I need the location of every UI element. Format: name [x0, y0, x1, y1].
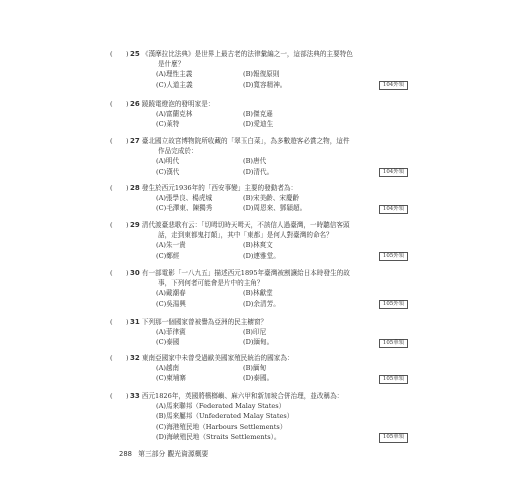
question-stem: 清代渡臺悲歌有云：「切呣切時天呣天，不該信人過臺灣，一時聽信客頭	[141, 221, 350, 229]
question-28	[118, 183, 404, 214]
question-stem: 西元1826年，英國將檳榔嶼、麻六甲和新加坡合併治理，並改稱為：	[141, 392, 344, 400]
option-c: (C)吳湯興	[156, 299, 186, 308]
question-number: 32	[130, 354, 140, 362]
source-badge: 105華領	[379, 375, 408, 385]
option-b: (B)印尼	[243, 328, 267, 337]
option-b: (B)林獻堂	[243, 289, 273, 298]
page-number: 288	[119, 450, 132, 458]
option-d: (D)寬容精神。	[243, 80, 287, 89]
option-d: (D)余清芳。	[243, 299, 280, 308]
option-d: (D)泰國。	[243, 374, 274, 383]
option-b: (B)傑克遜	[243, 110, 273, 119]
source-badge: 105華領	[379, 433, 408, 443]
option-d: (D)連雅堂。	[243, 251, 280, 260]
question-stem: 有一部電影「一八九五」描述西元1895年臺灣被割讓給日本時發生的故	[141, 269, 350, 277]
option-a: (A)越南	[156, 364, 180, 373]
option-d: (D)愛迪生	[243, 120, 274, 129]
question-number: 31	[130, 318, 140, 326]
option-c: (C)泰國	[156, 338, 180, 347]
source-badge: 105外領	[379, 300, 408, 310]
option-a: (A)富蘭克林	[156, 110, 193, 119]
question-stem-continued: 話，走到東都鬼打顛」，其中「東都」是何人對臺灣的命名？	[158, 231, 333, 240]
option-a: (A)張學良、楊虎城	[156, 194, 213, 203]
question-33	[118, 391, 404, 442]
option-c: (C)鄭經	[156, 251, 180, 260]
option-d: (D)海峽殖民地（Straits Settlements）。	[156, 432, 281, 441]
question-32	[118, 353, 404, 384]
option-d: (D)緬甸。	[243, 338, 274, 347]
question-number: 29	[130, 221, 140, 229]
option-b: (B)報復原則	[243, 70, 280, 79]
question-stem-continued: 是什麼？	[158, 60, 185, 69]
question-26	[118, 99, 404, 130]
option-a: (A)理性主義	[156, 70, 193, 79]
question-number: 26	[130, 100, 140, 108]
question-25	[118, 49, 404, 90]
option-a: (A)菲律賓	[156, 328, 186, 337]
option-c: (C)海港殖民地（Harbours Settlements）	[156, 422, 287, 431]
source-badge: 104外領	[379, 205, 408, 215]
question-number: 33	[130, 392, 140, 400]
question-number: 30	[130, 269, 140, 277]
question-stem: 蹺蹺電燈泡的發明家是：	[141, 100, 215, 108]
question-stem: 臺北國立故宮博物院所收藏的「翠玉白菜」，為多數遊客必賞之物，這件	[141, 137, 350, 145]
question-stem: 東南亞國家中未曾受過歐美國家殖民統治的國家為：	[141, 354, 294, 362]
option-c: (C)萊特	[156, 120, 180, 129]
source-badge: 104外領	[379, 81, 408, 91]
option-c: (C)漢代	[156, 167, 180, 176]
page-footer	[119, 448, 208, 458]
option-a: (A)朱一貴	[156, 241, 186, 250]
option-a: (A)明代	[156, 157, 180, 166]
option-c: (C)毛澤東、陳獨秀	[156, 204, 213, 213]
section-title: 第三部分 觀光資源概要	[138, 450, 209, 458]
option-a: (A)馬來聯邦（Federated Malay States）	[156, 402, 286, 411]
option-a: (A)戴潮春	[156, 289, 186, 298]
option-c: (C)柬埔寨	[156, 374, 186, 383]
source-badge: 105華領	[379, 339, 408, 349]
question-number: 25	[130, 50, 140, 58]
question-30	[118, 268, 404, 309]
question-stem-continued: 作品完成於：	[158, 147, 198, 156]
question-27	[118, 136, 404, 177]
option-d: (D)周恩來、鄧穎超。	[243, 204, 307, 213]
option-b: (B)林爽文	[243, 241, 273, 250]
option-b: (B)緬甸	[243, 364, 267, 373]
question-number: 27	[130, 137, 140, 145]
source-badge: 104外領	[379, 168, 408, 178]
question-stem: 下列那一個國家曾被譽為亞洲的民主櫥窗？	[141, 318, 268, 326]
question-stem: 發生於西元1936年的「西安事變」主要的發動者為：	[141, 184, 298, 192]
option-b: (B)馬來屬邦（Unfederated Malay States）	[156, 412, 294, 421]
question-31	[118, 317, 404, 348]
option-c: (C)人道主義	[156, 80, 193, 89]
option-b: (B)唐代	[243, 157, 267, 166]
option-d: (D)清代。	[243, 167, 274, 176]
option-b: (B)宋美齡、宋慶齡	[243, 194, 300, 203]
question-stem: 《漢摩拉比法典》是世界上最古老的法律彙編之一，這部法典的主要特色	[141, 50, 353, 58]
question-stem-continued: 事，下列何者可能會是片中的主角？	[158, 279, 264, 288]
source-badge: 105外領	[379, 252, 408, 262]
question-29	[118, 220, 404, 261]
question-number: 28	[130, 184, 140, 192]
